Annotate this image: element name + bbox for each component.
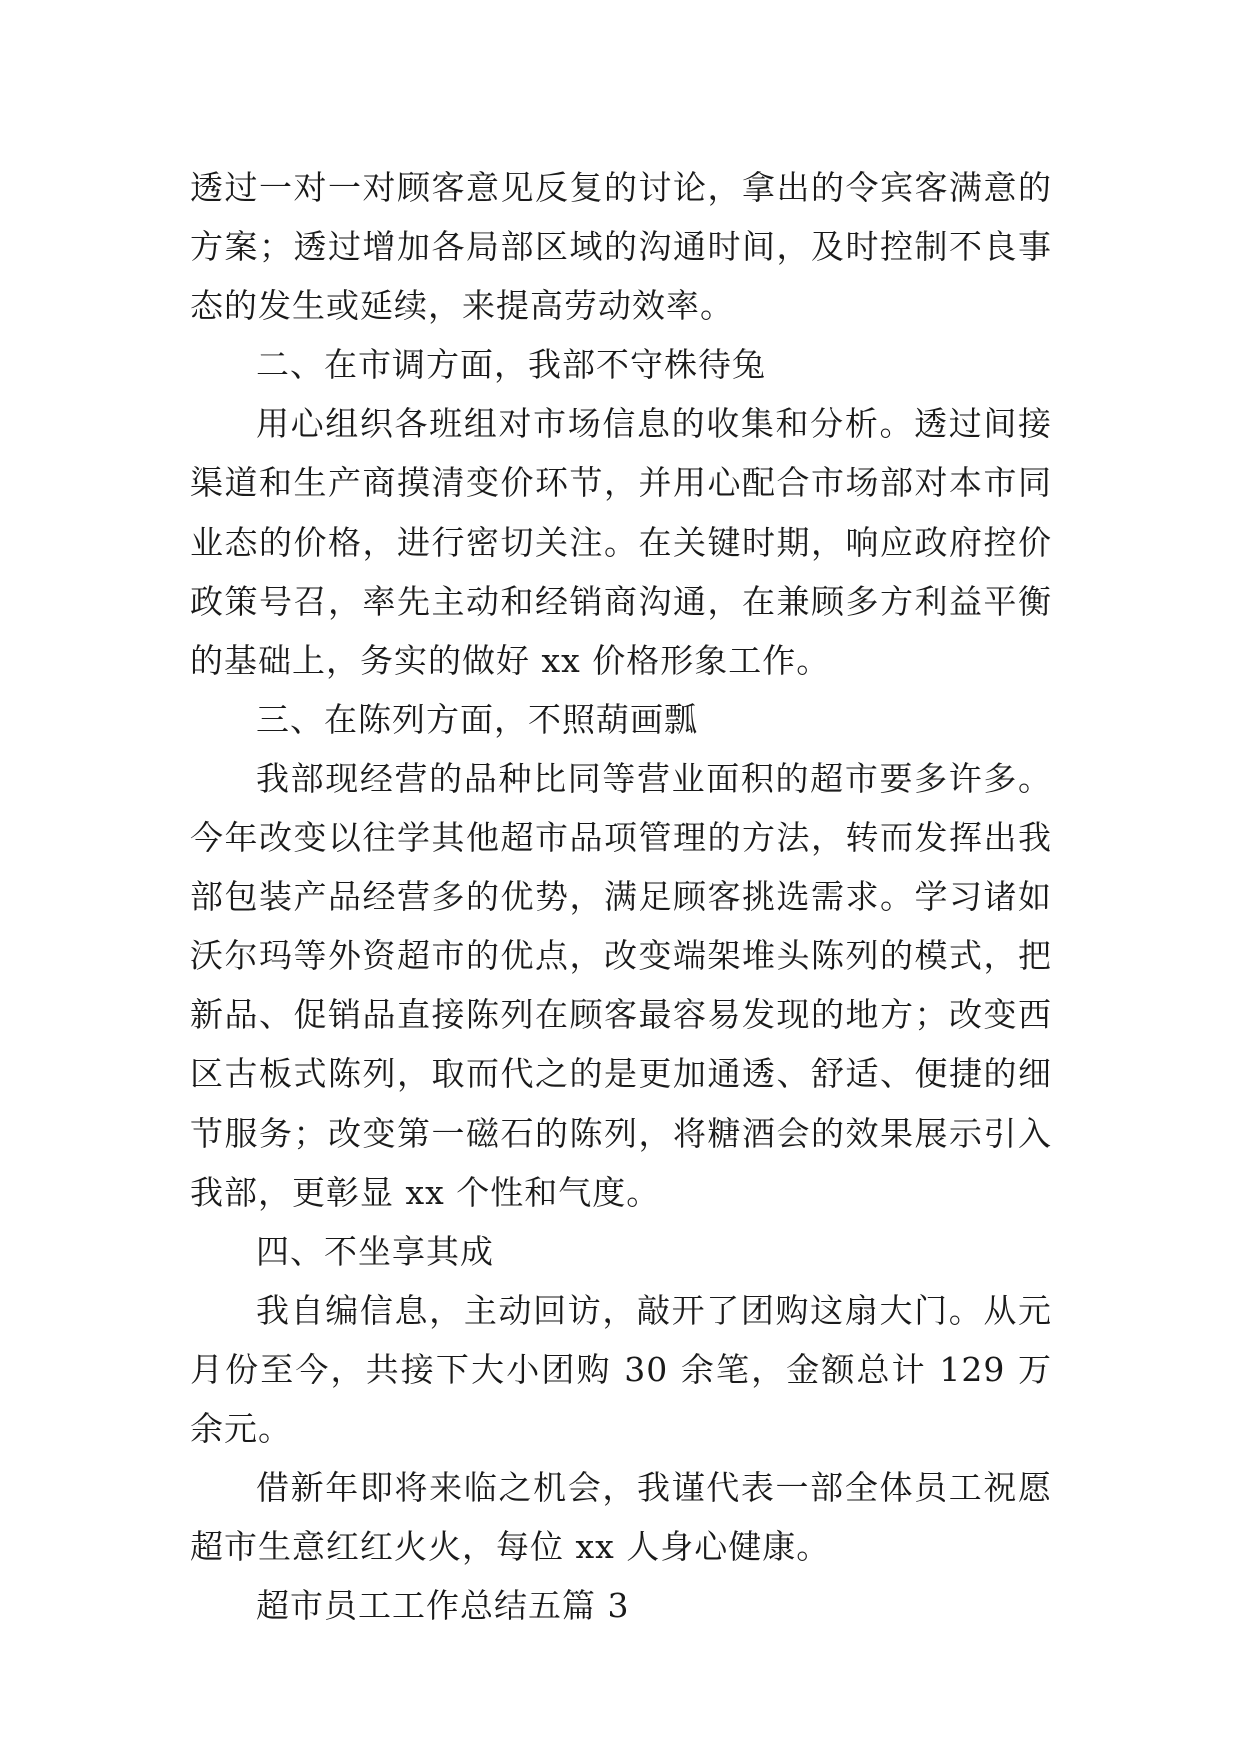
section-heading-display: 三、在陈列方面，不照葫画瓢 (256, 699, 698, 739)
paragraph-continued: 透过一对一对顾客意见反复的讨论，拿出的令宾客满意的方案；透过增加各局部区域的沟通时间，及时控制不良事态的发生或延续，来提高劳动效率。 (190, 168, 1052, 326)
section-heading-initiative: 四、不坐享其成 (256, 1231, 494, 1271)
section-heading-market-survey: 二、在市调方面，我部不守株待兔 (256, 345, 766, 385)
document-section-title: 超市员工工作总结五篇 3 (256, 1586, 630, 1626)
paragraph-display: 我部现经营的品种比同等营业面积的超市要多许多。今年改变以往学其他超市品项管理的方法，转而发挥出我部包装产品经营多的优势，满足顾客挑选需求。学习诸如沃尔玛等外资超市的优点，改变端架堆头陈列的模式，把新品、促销品直接陈列在顾客最容易发现的地方；改变西区古板式陈列，取而代之的是更加通透、舒适、便捷的细节服务；改变第一磁石的陈列，将糖酒会的效果展示引入我部，更彰显 xx 个性和气度。 (190, 758, 1052, 1212)
paragraph-new-year-wishes: 借新年即将来临之机会，我谨代表一部全体员工祝愿超市生意红红火火，每位 xx 人身心健康。 (190, 1468, 1052, 1567)
document-body (190, 158, 1052, 1635)
paragraph-market-survey: 用心组织各班组对市场信息的收集和分析。透过间接渠道和生产商摸清变价环节，并用心配合市场部对本市同业态的价格，进行密切关注。在关键时期，响应政府控价政策号召，率先主动和经销商沟通，在兼顾多方利益平衡的基础上，务实的做好 xx 价格形象工作。 (190, 404, 1052, 680)
paragraph-group-purchase: 我自编信息，主动回访，敲开了团购这扇大门。从元月份至今，共接下大小团购 30 余笔，金额总计 129 万余元。 (190, 1290, 1052, 1448)
